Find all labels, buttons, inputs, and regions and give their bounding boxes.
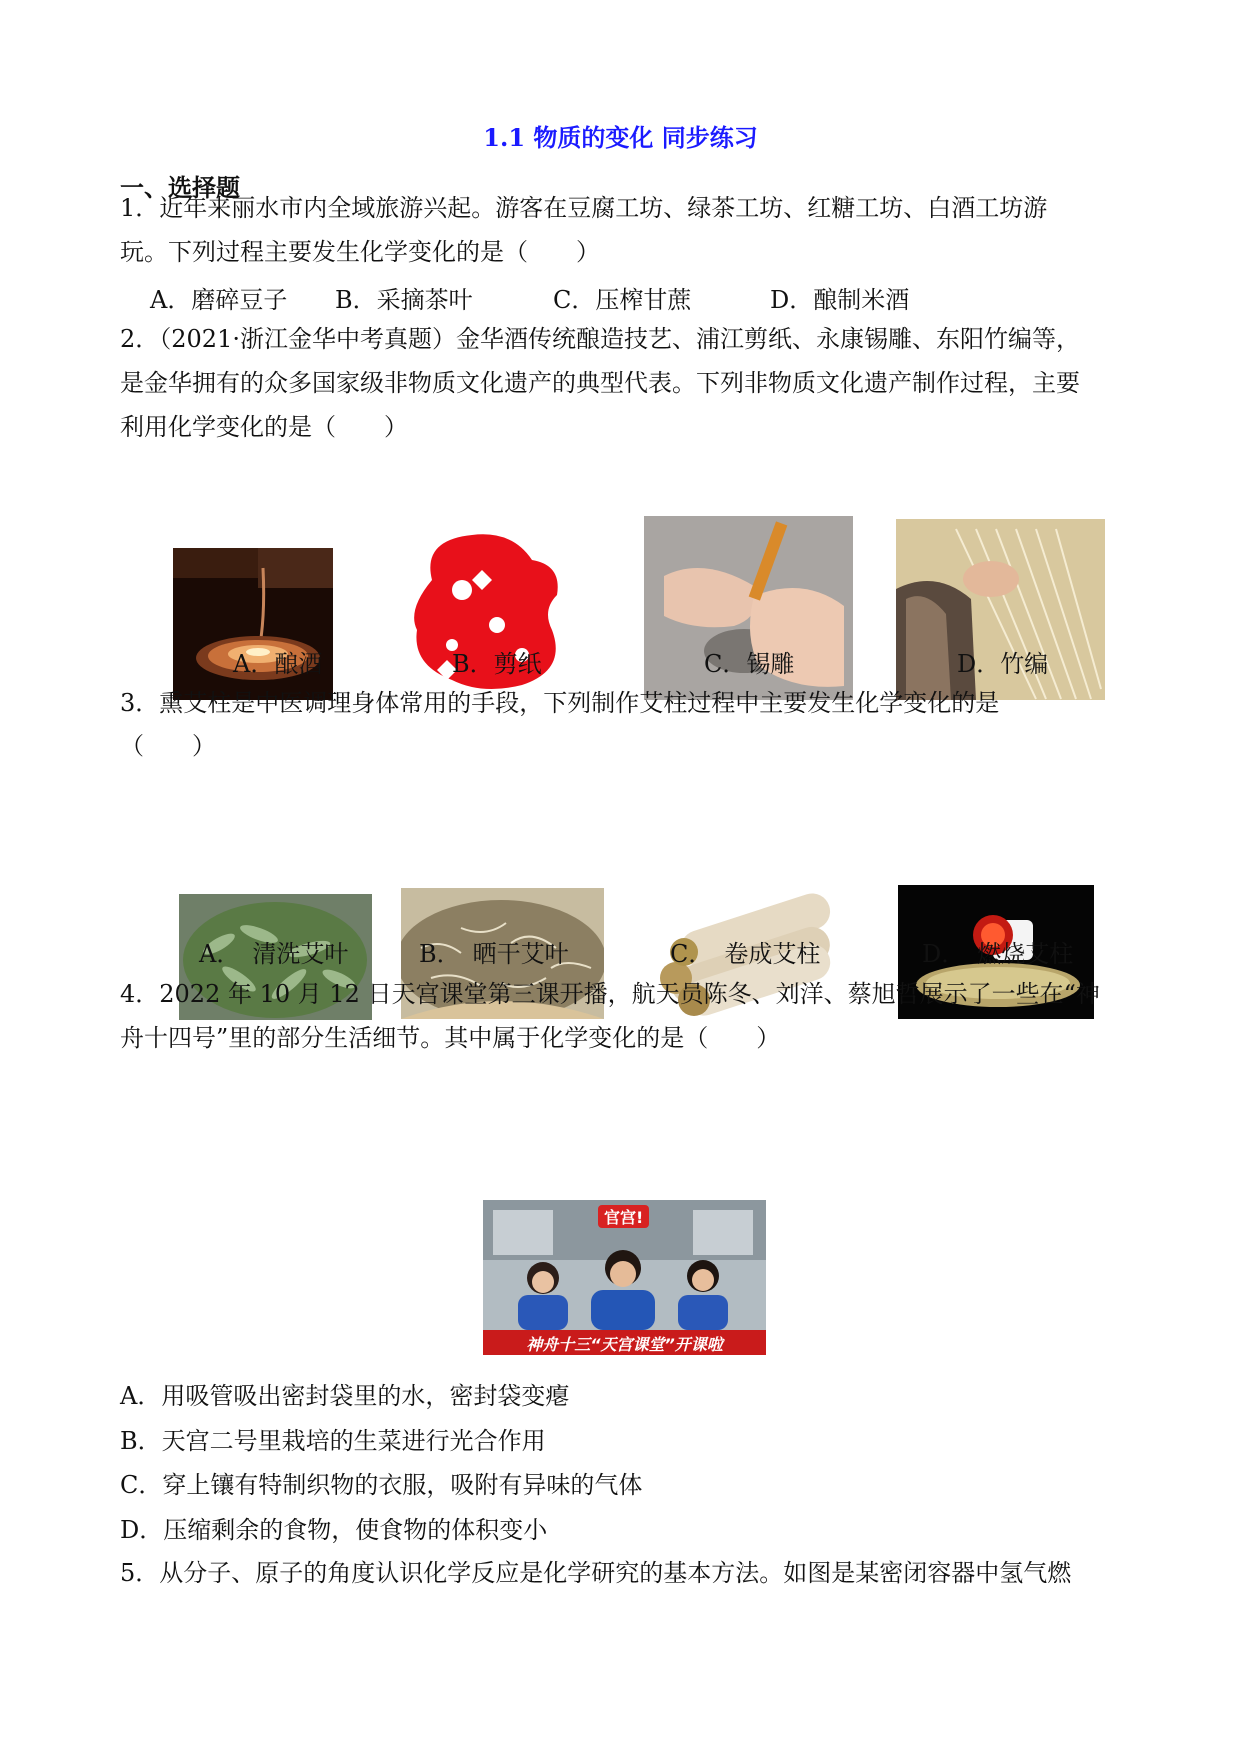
q3-caption-a: A． 清洗艾叶: [199, 940, 349, 968]
q2-line1: 2．（2021·浙江金华中考真题）金华酒传统酿造技艺、浦江剪纸、永康锡雕、东阳竹编等，: [120, 325, 1080, 353]
q4-line2: 舟十四号”里的部分生活细节。其中属于化学变化的是（ ）: [120, 1024, 781, 1052]
q3-line2: （ ）: [120, 732, 216, 760]
tiangong-classroom-image: [483, 1200, 766, 1355]
q3-caption-b: B． 晒干艾叶: [419, 940, 569, 968]
q3-caption-c: C． 卷成艾柱: [670, 940, 821, 968]
q1-line1: 1．近年来丽水市内全域旅游兴起。游客在豆腐工坊、绿茶工坊、红糖工坊、白酒工坊游: [120, 194, 1048, 222]
q2-caption-a: A．酿酒: [233, 650, 323, 678]
q1-option-b: B．采摘茶叶: [335, 286, 473, 314]
q5-line1: 5．从分子、原子的角度认识化学反应是化学研究的基本方法。如图是某密闭容器中氢气燃: [120, 1559, 1072, 1587]
section-heading: 一、选择题: [120, 173, 240, 202]
q2-line3: 利用化学变化的是（ ）: [120, 413, 408, 441]
q3-line1: 3．熏艾柱是中医调理身体常用的手段，下列制作艾柱过程中主要发生化学变化的是: [120, 689, 1000, 717]
classroom-banner-text: 神舟十三“天宫课堂”开课啦: [526, 1335, 723, 1354]
q3-caption-d: D． 燃烧艾柱: [922, 940, 1074, 968]
q1-option-d: D．酿制米酒: [770, 286, 910, 314]
classroom-banner-badge: 官宫!: [598, 1205, 649, 1228]
q4-option-b: B．天宫二号里栽培的生菜进行光合作用: [120, 1427, 546, 1455]
q1-option-a: A．磨碎豆子: [150, 286, 288, 314]
q2-line2: 是金华拥有的众多国家级非物质文化遗产的典型代表。下列非物质文化遗产制作过程，主要: [120, 369, 1080, 397]
q2-caption-d: D．竹编: [957, 650, 1049, 678]
q4-line1: 4．2022 年 10 月 12 日天宫课堂第三课开播，航天员陈冬、刘洋、蔡旭哲展示了一些在“神: [120, 980, 1100, 1008]
q1-option-c: C．压榨甘蔗: [553, 286, 692, 314]
q2-caption-c: C．锡雕: [704, 650, 795, 678]
q2-caption-b: B．剪纸: [452, 650, 542, 678]
q1-line2: 玩。下列过程主要发生化学变化的是（ ）: [120, 238, 600, 266]
q4-option-d: D．压缩剩余的食物，使食物的体积变小: [120, 1516, 548, 1544]
q4-option-a: A．用吸管吸出密封袋里的水，密封袋变瘪: [120, 1382, 570, 1410]
q4-option-c: C．穿上镶有特制织物的衣服，吸附有异味的气体: [120, 1471, 643, 1499]
page-title: 1.1 物质的变化 同步练习: [483, 123, 758, 152]
